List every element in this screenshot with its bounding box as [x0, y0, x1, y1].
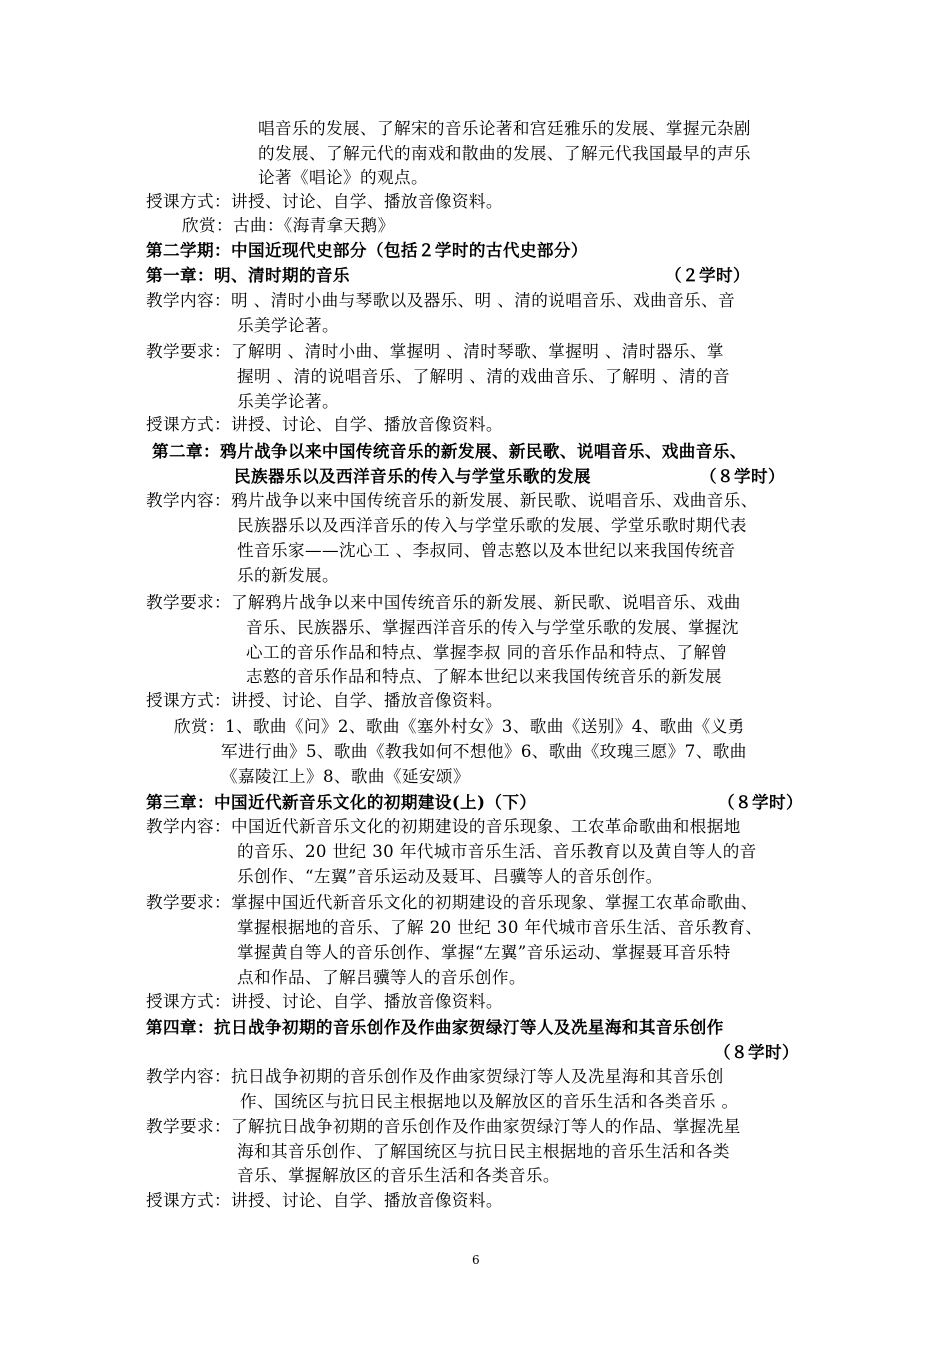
- requirement-line: 掌握黄自等人的音乐创作、掌握“左翼”音乐运动、掌握聂耳音乐特: [237, 943, 731, 962]
- requirement-line: 志憝的音乐作品和特点、了解本世纪以来我国传统音乐的新发展: [246, 667, 722, 686]
- appreciation-line: 《嘉陵江上》8、歌曲《延安颂》: [221, 767, 470, 786]
- requirement-line: 掌握根据地的音乐、了解 20 世纪 30 年代城市音乐生活、音乐教育、: [237, 918, 763, 937]
- text-line: 唱音乐的发展、了解宋的音乐论著和宫廷雅乐的发展、掌握元杂剧: [258, 119, 751, 138]
- requirement-line: 教学要求：掌握中国近代新音乐文化的初期建设的音乐现象、掌握工农革命歌曲、: [146, 893, 758, 912]
- semester-heading: 第二学期：中国近现代史部分（包括２学时的古代史部分）: [146, 240, 588, 260]
- teaching-method-line: 授课方式：讲授、讨论、自学、播放音像资料。: [146, 192, 503, 211]
- content-line: 教学内容：抗日战争初期的音乐创作及作曲家贺绿汀等人及冼星海和其音乐创: [146, 1067, 724, 1086]
- chapter-1-heading: 第一章：明、清时期的音乐: [146, 265, 350, 285]
- requirement-line: 点和作品、了解吕骥等人的音乐创作。: [237, 968, 526, 987]
- teaching-method-line: 授课方式：讲授、讨论、自学、播放音像资料。: [146, 992, 503, 1011]
- content-line: 的音乐、20 世纪 30 年代城市音乐生活、音乐教育以及黄自等人的音: [237, 842, 757, 861]
- requirement-line: 握明 、清的说唱音乐、了解明 、清的戏曲音乐、了解明 、清的音: [237, 367, 730, 386]
- chapter-4-hours: （８学时）: [714, 1042, 799, 1062]
- content-line: 性音乐家——沈心工 、李叔同、曾志憝以及本世纪以来我国传统音: [237, 541, 736, 560]
- teaching-method-line: 授课方式：讲授、讨论、自学、播放音像资料。: [146, 415, 503, 434]
- chapter-4-heading: 第四章：抗日战争初期的音乐创作及作曲家贺绿汀等人及冼星海和其音乐创作: [146, 1017, 724, 1037]
- requirement-line: 教学要求：了解鸦片战争以来中国传统音乐的新发展、新民歌、说唱音乐、戏曲: [146, 593, 741, 612]
- content-line: 乐的新发展。: [237, 566, 339, 585]
- appreciation-line: 军进行曲》5、歌曲《教我如何不想他》6、歌曲《玫瑰三愿》7、歌曲: [221, 742, 747, 761]
- content-line: 教学内容：鸦片战争以来中国传统音乐的新发展、新民歌、说唱音乐、戏曲音乐、: [146, 491, 758, 510]
- text-line: 论著《唱论》的观点。: [258, 168, 428, 187]
- requirement-line: 教学要求：了解明 、清时小曲、掌握明 、清时琴歌、掌握明 、清时器乐、掌: [146, 342, 724, 361]
- appreciation-line: 欣赏：1、歌曲《问》2、歌曲《塞外村女》3、歌曲《送别》4、歌曲《义勇: [174, 717, 745, 736]
- requirement-line: 音乐、掌握解放区的音乐生活和各类音乐。: [237, 1166, 560, 1185]
- content-line: 乐美学论著。: [237, 316, 339, 335]
- content-line: 教学内容：明 、清时小曲与琴歌以及器乐、明 、清的说唱音乐、戏曲音乐、音: [146, 291, 736, 310]
- requirement-line: 海和其音乐创作、了解国统区与抗日民主根据地的音乐生活和各类: [237, 1142, 730, 1161]
- content-line: 民族器乐以及西洋音乐的传入与学堂乐歌的发展、学堂乐歌时期代表: [237, 516, 747, 535]
- requirement-line: 乐美学论著。: [237, 392, 339, 411]
- appreciation-line: 欣赏：古曲：《海青拿天鹅》: [182, 216, 395, 235]
- chapter-3-hours: （８学时）: [718, 792, 803, 812]
- teaching-method-line: 授课方式：讲授、讨论、自学、播放音像资料。: [146, 691, 503, 710]
- text-line: 的发展、了解元代的南戏和散曲的发展、了解元代我国最早的声乐: [258, 144, 751, 163]
- requirement-line: 教学要求：了解抗日战争初期的音乐创作及作曲家贺绿汀等人的作品、掌握冼星: [146, 1117, 741, 1136]
- requirement-line: 心工的音乐作品和特点、掌握李叔 同的音乐作品和特点、了解曾: [246, 643, 728, 662]
- content-line: 乐创作、“左翼”音乐运动及聂耳、吕骥等人的音乐创作。: [237, 867, 663, 886]
- chapter-1-hours: （２学时）: [665, 265, 750, 285]
- page-number: 6: [472, 1253, 480, 1267]
- chapter-2-heading-cont: 民族器乐以及西洋音乐的传入与学堂乐歌的发展: [234, 466, 591, 486]
- requirement-line: 音乐、民族器乐、掌握西洋音乐的传入与学堂乐歌的发展、掌握沈: [246, 618, 739, 637]
- chapter-2-hours: （８学时）: [700, 466, 785, 486]
- chapter-2-heading: 第二章：鸦片战争以来中国传统音乐的新发展、新民歌、说唱音乐、戏曲音乐、: [152, 441, 747, 461]
- teaching-method-line: 授课方式：讲授、讨论、自学、播放音像资料。: [146, 1191, 503, 1210]
- chapter-3-heading: 第三章：中国近代新音乐文化的初期建设(上)（下）: [146, 792, 537, 812]
- content-line: 教学内容：中国近代新音乐文化的初期建设的音乐现象、工农革命歌曲和根据地: [146, 817, 741, 836]
- content-line: 作、国统区与抗日民主根据地以及解放区的音乐生活和各类音乐 。: [240, 1092, 739, 1111]
